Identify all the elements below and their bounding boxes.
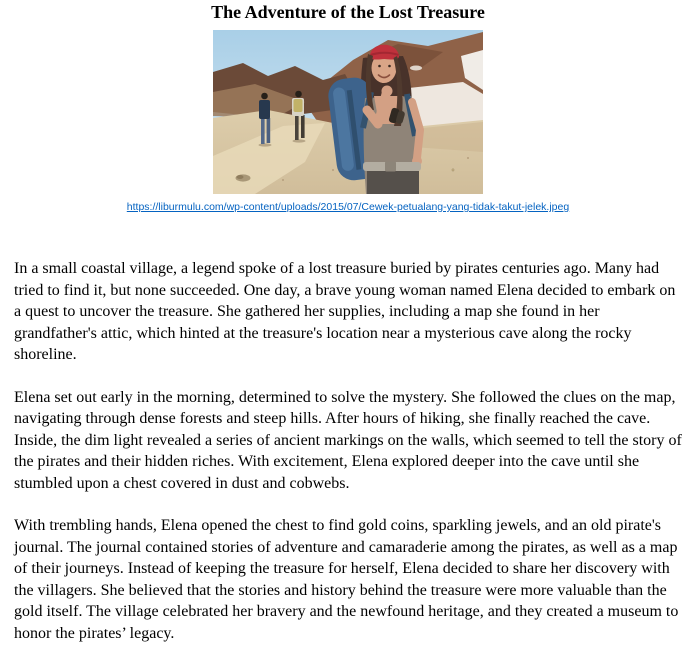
figure: [0, 30, 696, 214]
story-paragraph-2: Elena set out early in the morning, determined to solve the mystery. She followed the clues on the map, navigating through dense forests and steep hills. After hours of hiking, she finally reached the cave. Inside, the dim light revealed a series of ancient markings on the walls, which seemed to tell the story of the pirates and their hidden riches. With excitement, Elena explored deeper into the cave until she stumbled upon a chest covered in dust and cobwebs.: [14, 388, 682, 492]
hiker-photo: [213, 30, 483, 194]
story-paragraph-1: In a small coastal village, a legend spoke of a lost treasure buried by pirates centuries ago. Many had tried to find it, but none succeeded. One day, a brave young woman named Elena decided to embark on a quest to uncover the treasure. She gathered her supplies, including a map she found in her grandfather's attic, which hinted at the treasure's location near a mysterious cave along the rocky shoreline.: [14, 260, 676, 363]
image-caption: [0, 201, 696, 214]
story-body: [0, 258, 696, 644]
story-paragraph-3: With trembling hands, Elena opened the chest to find gold coins, sparkling jewels, and an old pirate's journal. The journal contained stories of adventure and camaraderie among the pirates, as well as a map of their journeys. Instead of keeping the treasure for herself, Elena decided to share her discovery with the villagers. She believed that the stories and history behind the treasure were more valuable than the gold itself. The village celebrated her bravery and the newfound heritage, and they created a museum to honor the pirates’ legacy.: [14, 517, 679, 642]
page-title: The Adventure of the Lost Treasure: [211, 2, 485, 22]
image-source-link[interactable]: https://liburmulu.com/wp-content/uploads/2015/07/Cewek-petualang-yang-tidak-takut-jelek.jpeg: [126, 201, 570, 213]
